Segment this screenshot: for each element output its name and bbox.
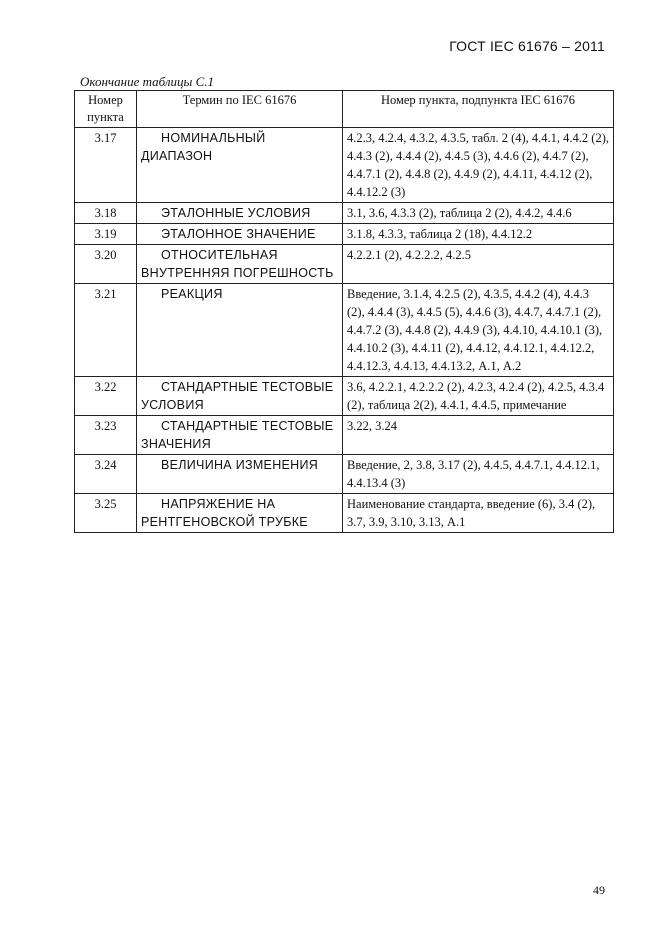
table-header-row (75, 91, 614, 128)
table-row (75, 494, 614, 533)
table-caption: Окончание таблицы С.1 (80, 74, 214, 89)
table-row (75, 224, 614, 245)
table-row (75, 245, 614, 284)
table-row (75, 455, 614, 494)
page-header-doc-id: ГОСТ IEC 61676 – 2011 (449, 38, 605, 54)
row-number: 3.22 (75, 377, 137, 416)
row-term: ЭТАЛОННОЕ ЗНАЧЕНИЕ (137, 224, 343, 245)
row-number: 3.23 (75, 416, 137, 455)
row-term: ЭТАЛОННЫЕ УСЛОВИЯ (137, 203, 343, 224)
row-refs: 3.1, 3.6, 4.3.3 (2), таблица 2 (2), 4.4.2, 4.4.6 (343, 203, 614, 224)
row-number: 3.19 (75, 224, 137, 245)
row-number: 3.24 (75, 455, 137, 494)
table-row (75, 128, 614, 203)
page-number: 49 (593, 883, 605, 897)
row-number: 3.21 (75, 284, 137, 377)
row-number: 3.17 (75, 128, 137, 203)
row-term: ВЕЛИЧИНА ИЗМЕНЕНИЯ (137, 455, 343, 494)
row-refs: Наименование стандарта, введение (6), 3.4 (2), 3.7, 3.9, 3.10, 3.13, А.1 (343, 494, 614, 533)
row-term: СТАНДАРТНЫЕ ТЕСТОВЫЕ ЗНАЧЕНИЯ (137, 416, 343, 455)
table-row (75, 377, 614, 416)
row-refs: Введение, 3.1.4, 4.2.5 (2), 4.3.5, 4.4.2 (4), 4.4.3 (2), 4.4.4 (3), 4.4.5 (5), 4.4.6 (3), 4.4.7, 4.4.7.1 (2), 4.4.7.2 (3), 4.4.8 (2), 4.4.9 (3), 4.4.10, 4.4.10.1 (3), 4.4.10.2 (3), 4.4.11 (2), 4.4.12, 4.4.12.1, 4.4.12.2, 4.4.12.3, 4.4.13, 4.4.13.2, А.1, А.2 (343, 284, 614, 377)
row-number: 3.18 (75, 203, 137, 224)
column-header-number: Номер пункта (75, 91, 137, 128)
terms-table (74, 90, 614, 533)
row-number: 3.25 (75, 494, 137, 533)
row-number: 3.20 (75, 245, 137, 284)
table-row (75, 203, 614, 224)
column-header-term: Термин по IEC 61676 (137, 91, 343, 128)
row-refs: 3.6, 4.2.2.1, 4.2.2.2 (2), 4.2.3, 4.2.4 (2), 4.2.5, 4.3.4 (2), таблица 2(2), 4.4.1, 4.4.5, примечание (343, 377, 614, 416)
table-row (75, 284, 614, 377)
column-header-refs: Номер пункта, подпункта IEC 61676 (343, 91, 614, 128)
row-refs: 3.1.8, 4.3.3, таблица 2 (18), 4.4.12.2 (343, 224, 614, 245)
row-term: ОТНОСИТЕЛЬНАЯ ВНУТРЕННЯЯ ПОГРЕШНОСТЬ (137, 245, 343, 284)
row-term: НОМИНАЛЬНЫЙ ДИАПАЗОН (137, 128, 343, 203)
row-refs: 3.22, 3.24 (343, 416, 614, 455)
row-term: НАПРЯЖЕНИЕ НА РЕНТГЕНОВСКОЙ ТРУБКЕ (137, 494, 343, 533)
row-refs: 4.2.3, 4.2.4, 4.3.2, 4.3.5, табл. 2 (4), 4.4.1, 4.4.2 (2), 4.4.3 (2), 4.4.4 (2), 4.4.5 (3), 4.4.6 (2), 4.4.7 (2), 4.4.7.1 (2), 4.4.8 (2), 4.4.9 (2), 4.4.11, 4.4.12 (2), 4.4.12.2 (3) (343, 128, 614, 203)
row-refs: 4.2.2.1 (2), 4.2.2.2, 4.2.5 (343, 245, 614, 284)
table-row (75, 416, 614, 455)
row-term: СТАНДАРТНЫЕ ТЕСТОВЫЕ УСЛОВИЯ (137, 377, 343, 416)
row-refs: Введение, 2, 3.8, 3.17 (2), 4.4.5, 4.4.7.1, 4.4.12.1, 4.4.13.4 (3) (343, 455, 614, 494)
row-term: РЕАКЦИЯ (137, 284, 343, 377)
